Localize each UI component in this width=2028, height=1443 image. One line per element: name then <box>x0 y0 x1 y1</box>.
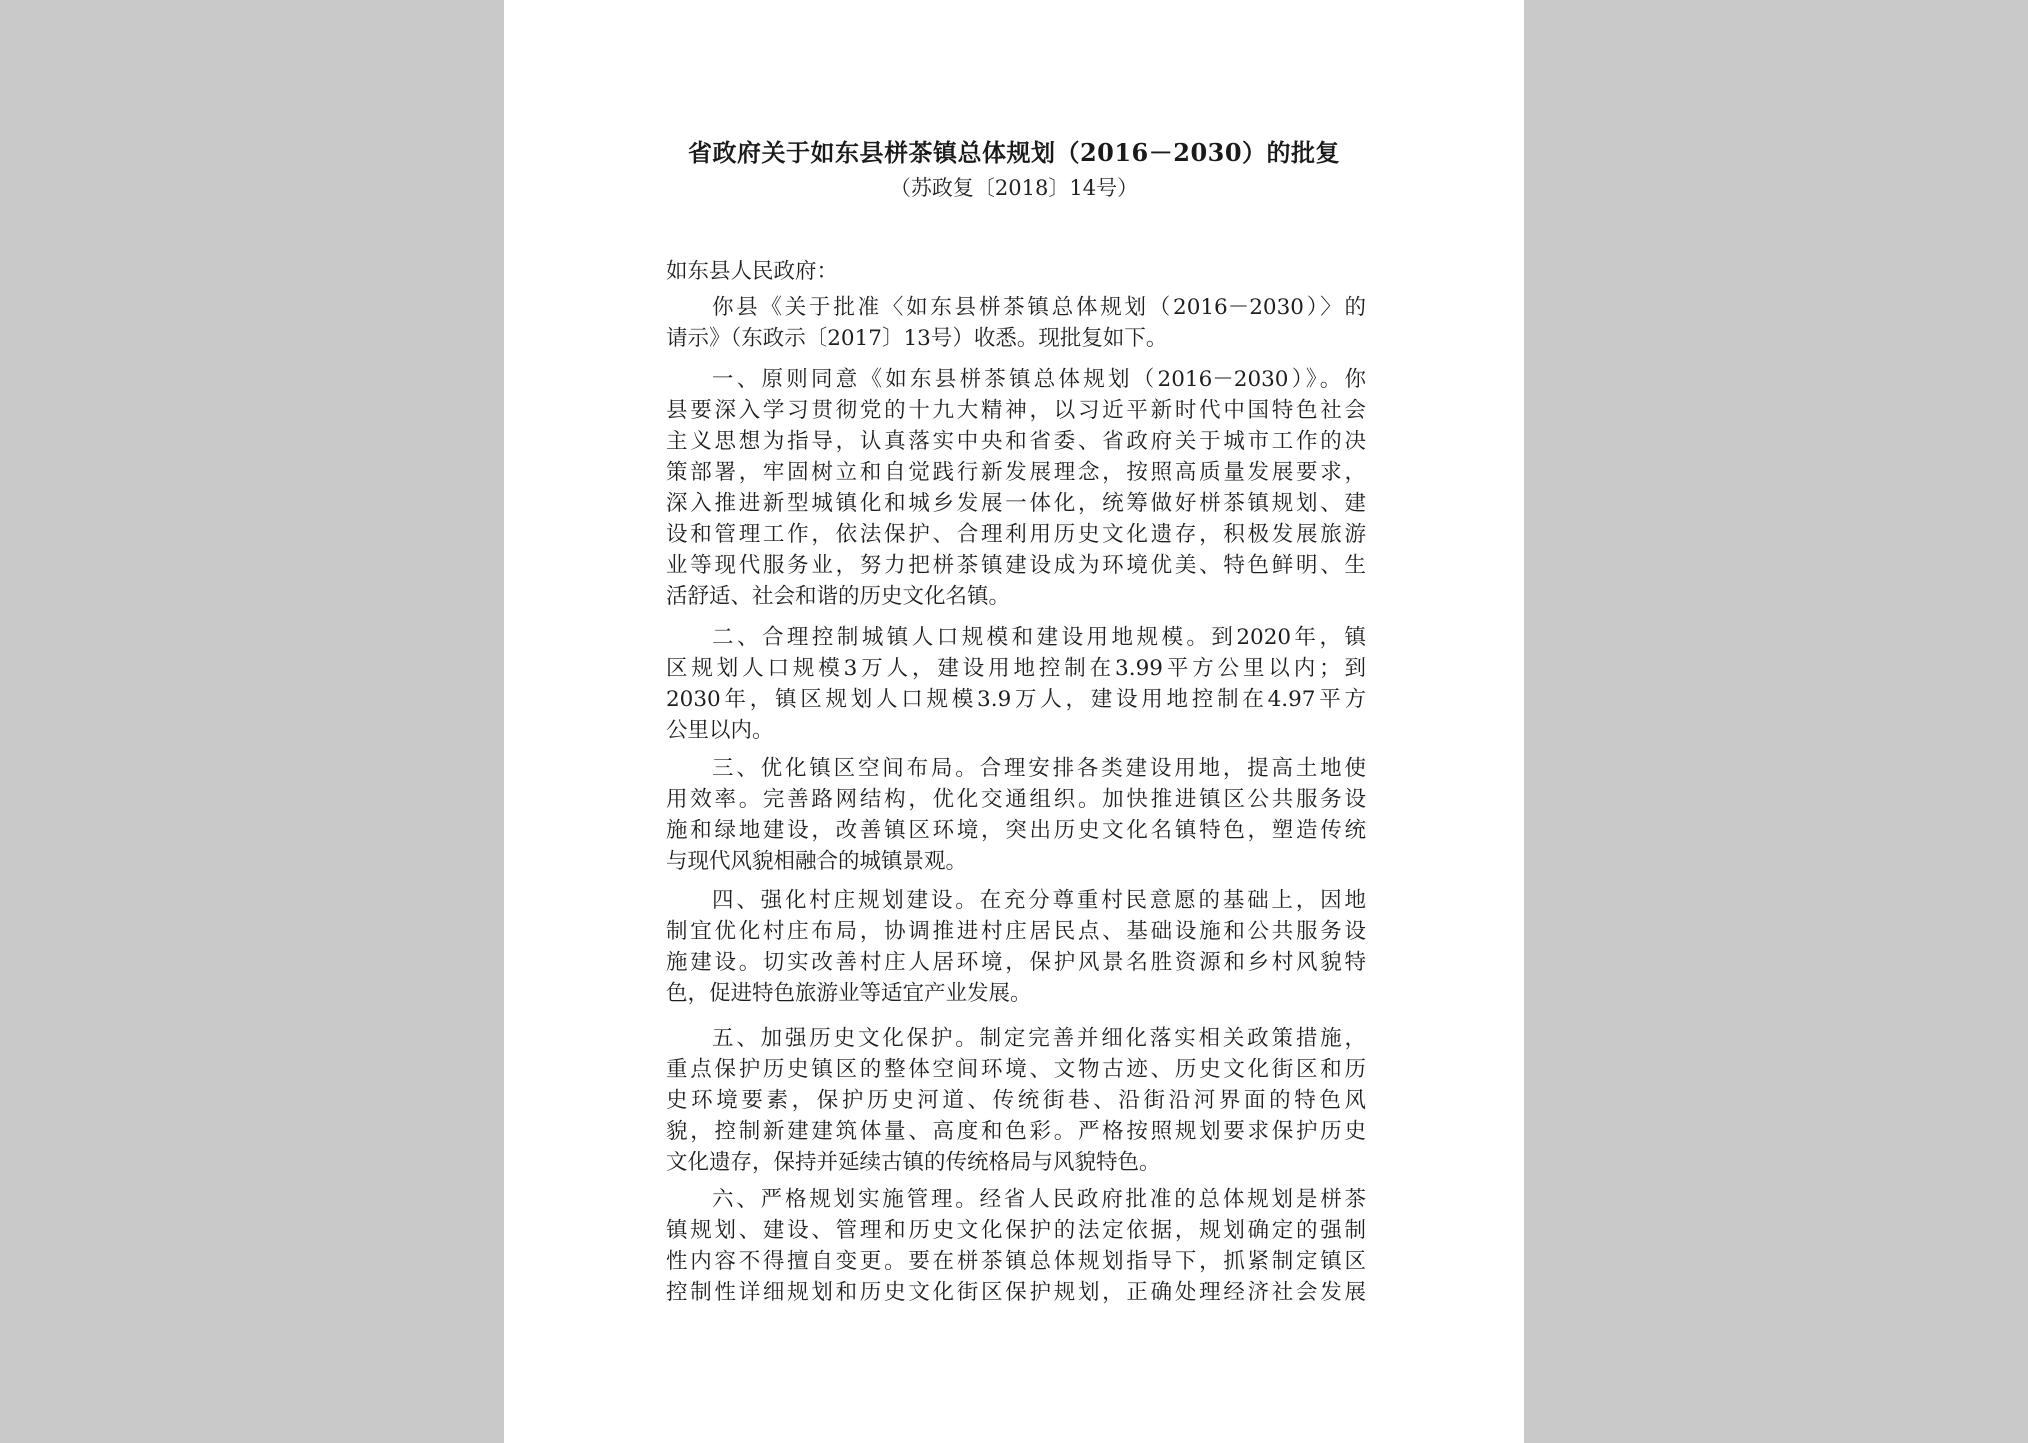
body-paragraph <box>666 292 1366 354</box>
text-line: 性内容不得擅自变更。要在栟茶镇总体规划指导下，抓紧制定镇区 <box>666 1249 1366 1274</box>
text-line: 请示》（东政示〔2017〕13号）收悉。现批复如下。 <box>666 326 1168 351</box>
document-page <box>504 0 1524 1443</box>
text-line: 制宜优化村庄布局，协调推进村庄居民点、基础设施和公共服务设 <box>666 919 1366 944</box>
document-title: 省政府关于如东县栟茶镇总体规划（2016－2030）的批复 <box>687 138 1341 167</box>
text-line: 施建设。切实改善村庄人居环境，保护风景名胜资源和乡村风貌特 <box>666 950 1366 975</box>
text-line: 设和管理工作，依法保护、合理利用历史文化遗存，积极发展旅游 <box>666 522 1366 547</box>
text-line: 你县《关于批准〈如东县栟茶镇总体规划（2016－2030）〉的 <box>712 295 1366 320</box>
text-line: 区规划人口规模3万人，建设用地控制在3.99平方公里以内；到 <box>666 656 1366 681</box>
text-line: 业等现代服务业，努力把栟茶镇建设成为环境优美、特色鲜明、生 <box>666 553 1366 578</box>
text-line: 重点保护历史镇区的整体空间环境、文物古迹、历史文化街区和历 <box>666 1057 1366 1082</box>
text-line: 与现代风貌相融合的城镇景观。 <box>666 849 968 874</box>
text-line: 县要深入学习贯彻党的十九大精神，以习近平新时代中国特色社会 <box>666 398 1366 423</box>
body-paragraph <box>666 1023 1366 1178</box>
body-paragraph <box>666 885 1366 1009</box>
text-line: 公里以内。 <box>666 718 774 743</box>
text-line: 镇规划、建设、管理和历史文化保护的法定依据，规划确定的强制 <box>666 1218 1366 1243</box>
text-line: 用效率。完善路网结构，优化交通组织。加快推进镇区公共服务设 <box>666 787 1366 812</box>
body-paragraph <box>666 622 1366 746</box>
text-line: 策部署，牢固树立和自觉践行新发展理念，按照高质量发展要求， <box>666 460 1366 485</box>
text-line: 五、加强历史文化保护。制定完善并细化落实相关政策措施， <box>712 1026 1366 1051</box>
text-line: 2030年，镇区规划人口规模3.9万人，建设用地控制在4.97平方 <box>666 687 1366 712</box>
body-paragraph <box>666 364 1366 612</box>
text-line: 文化遗存，保持并延续古镇的传统格局与风貌特色。 <box>666 1150 1161 1175</box>
text-line: 主义思想为指导，认真落实中央和省委、省政府关于城市工作的决 <box>666 429 1366 454</box>
text-line: 控制性详细规划和历史文化街区保护规划，正确处理经济社会发展 <box>666 1280 1366 1305</box>
text-line: 史环境要素，保护历史河道、传统街巷、沿街沿河界面的特色风 <box>666 1088 1366 1113</box>
text-line: 活舒适、社会和谐的历史文化名镇。 <box>666 584 1011 609</box>
text-line: 六、严格规划实施管理。经省人民政府批准的总体规划是栟茶 <box>712 1187 1366 1212</box>
text-line: 三、优化镇区空间布局。合理安排各类建设用地，提高土地使 <box>712 756 1366 781</box>
text-line: 貌，控制新建建筑体量、高度和色彩。严格按照规划要求保护历史 <box>666 1119 1366 1144</box>
salutation: 如东县人民政府： <box>666 259 839 284</box>
text-line: 深入推进新型城镇化和城乡发展一体化，统筹做好栟茶镇规划、建 <box>666 491 1366 516</box>
text-line: 施和绿地建设，改善镇区环境，突出历史文化名镇特色，塑造传统 <box>666 818 1366 843</box>
text-line: 四、强化村庄规划建设。在充分尊重村民意愿的基础上，因地 <box>712 888 1366 913</box>
text-line: 二、合理控制城镇人口规模和建设用地规模。到2020年，镇 <box>712 625 1366 650</box>
document-number: （苏政复〔2018〕14号） <box>889 176 1139 200</box>
text-line: 色，促进特色旅游业等适宜产业发展。 <box>666 981 1032 1006</box>
body-paragraph <box>666 753 1366 877</box>
text-line: 一、原则同意《如东县栟茶镇总体规划（2016－2030）》。你 <box>712 367 1366 392</box>
body-paragraph <box>666 1184 1366 1308</box>
